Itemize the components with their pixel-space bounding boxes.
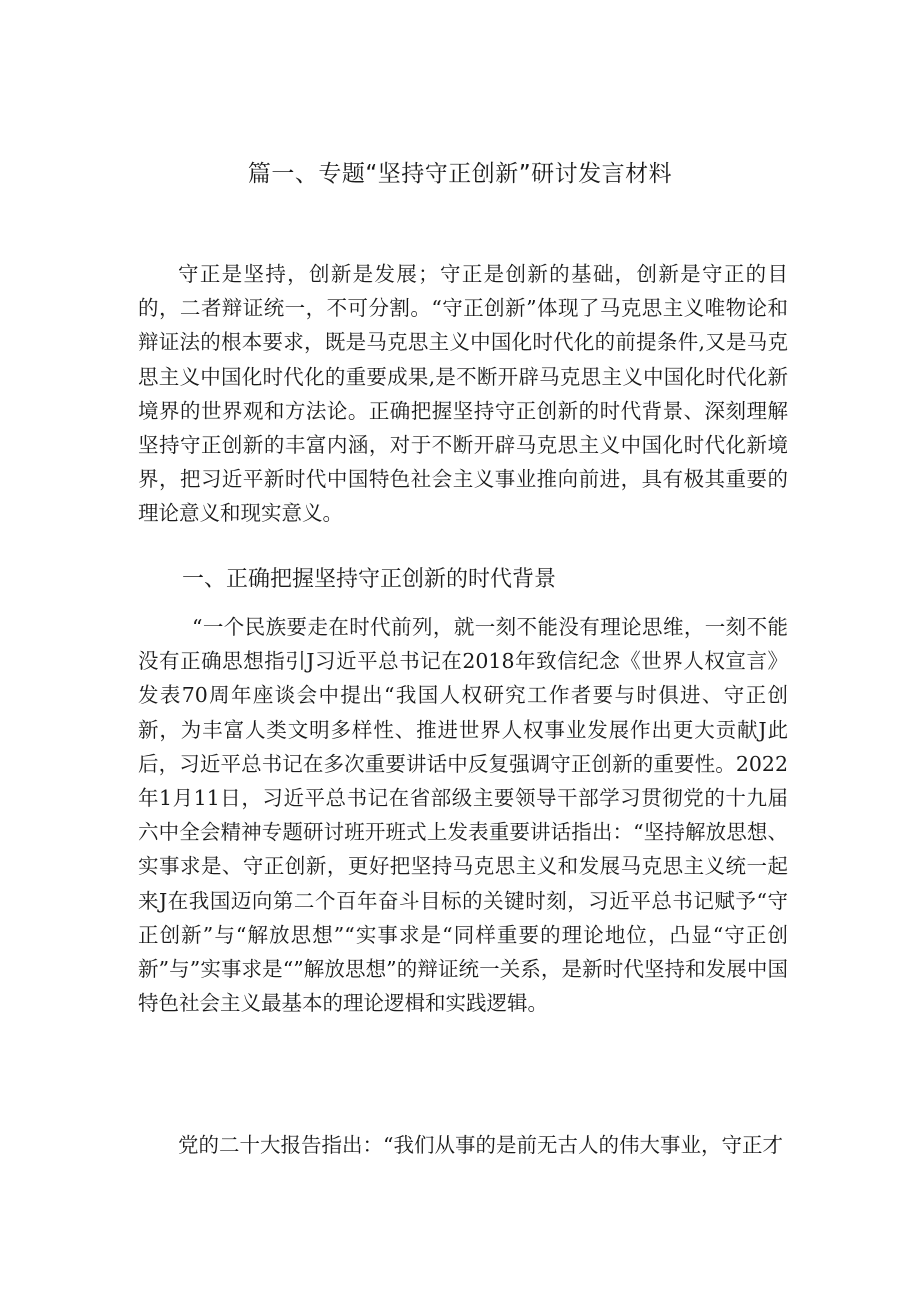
section-paragraph-2: 党的二十大报告指出：“我们从事的是前无古人的伟大事业，守正才 (178, 1133, 783, 1157)
document-title: 篇一、专题“坚持守正创新”研讨发言材料 (247, 161, 673, 187)
intro-paragraph: 守正是坚持，创新是发展；守正是创新的基础，创新是守正的目的，二者辩证统一，不可分割。“守正创新”体现了马克思主义唯物论和辩证法的根本要求，既是马克思主义中国化时代化的前提条件,又是马克思主义中国化时代化的重要成果,是不断开辟马克思主义中国化时代化新境界的世界观和方法论。正确把握坚持守正创新的时代背景、深刻理解坚持守正创新的丰富内涵，对于不断开辟马克思主义中国化时代化新境界，把习近平新时代中国特色社会主义事业推向前进，具有极其重要的理论意义和现实意义。 (138, 262, 788, 526)
section-paragraph-1: “一个民族要走在时代前列，就一刻不能没有理论思维，一刻不能没有正确思想指引J习近平总书记在2018年致信纪念《世界人权宣言》发表70周年座谈会中提出“我国人权研究工作者要与时俱进、守正创新，为丰富人类文明多样性、推进世界人权事业发展作出更大贡献J此后，习近平总书记在多次重要讲话中反复强调守正创新的重要性。2022年1月11日，习近平总书记在省部级主要领导干部学习贯彻党的十九届六中全会精神专题研讨班开班式上发表重要讲话指出：“坚持解放思想、实事求是、守正创新，更好把坚持马克思主义和发展马克思主义统一起来J在我国迈向第二个百年奋斗目标的关键时刻，习近平总书记赋予“守正创新”与“解放思想”“实事求是“同样重要的理论地位，凸显“守正创新”与”实事求是“”解放思想”的辩证统一关系，是新时代坚持和发展中国特色社会主义最基本的理论逻楫和实践逻辑。 (138, 615, 788, 1016)
section-heading: 一、正确把握坚持守正创新的时代背景 (182, 567, 557, 592)
